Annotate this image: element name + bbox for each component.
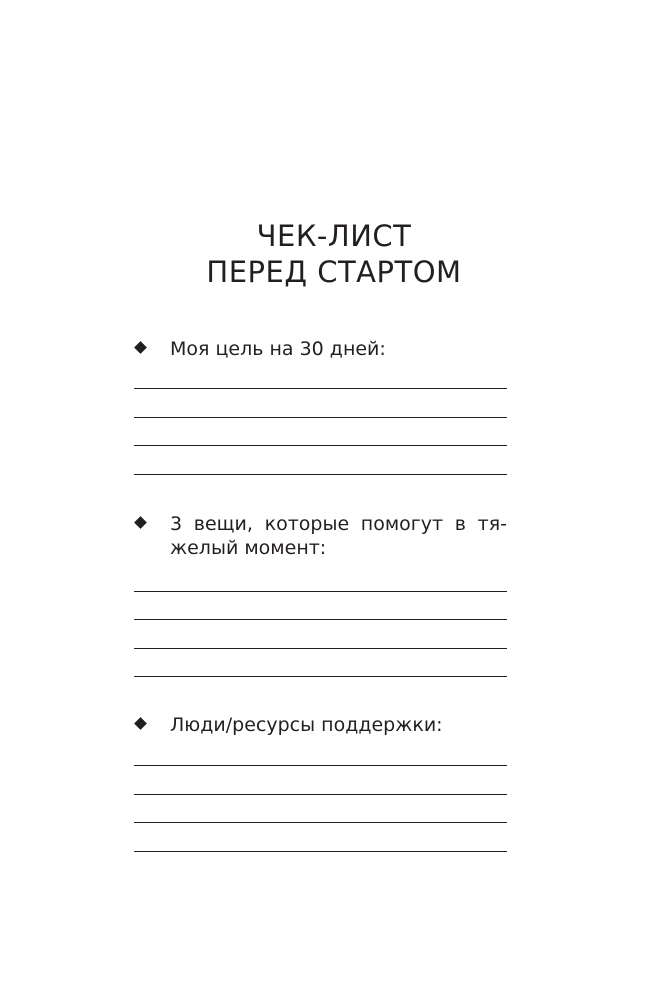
write-line[interactable]	[134, 417, 507, 418]
write-line[interactable]	[134, 591, 507, 592]
write-line[interactable]	[134, 851, 507, 852]
write-line[interactable]	[134, 676, 507, 677]
write-line[interactable]	[134, 648, 507, 649]
diamond-bullet-icon	[134, 341, 147, 354]
checklist-item-label: Моя цель на 30 дней:	[170, 338, 386, 360]
write-line[interactable]	[134, 388, 507, 389]
diamond-bullet-icon	[134, 717, 147, 730]
write-line[interactable]	[134, 474, 507, 475]
write-line[interactable]	[134, 794, 507, 795]
checklist-item-support	[134, 713, 507, 737]
page-title	[0, 218, 668, 290]
write-line[interactable]	[134, 765, 507, 766]
page-title-line-1: ЧЕК-ЛИСТ	[256, 219, 412, 253]
diamond-bullet-icon	[134, 516, 147, 529]
page-title-line-2: ПЕРЕД СТАРТОМ	[206, 255, 462, 289]
checklist-item-goal	[134, 337, 507, 361]
write-line[interactable]	[134, 445, 507, 446]
write-line[interactable]	[134, 822, 507, 823]
checklist-item-label: Люди/ресурсы поддержки:	[170, 714, 443, 736]
checklist-section-goal	[134, 337, 507, 482]
write-line[interactable]	[134, 619, 507, 620]
checklist-section-helpers	[134, 512, 507, 682]
checklist-item-label-line-2: желый момент:	[170, 537, 327, 559]
checklist-item-label-line-1: 3 вещи, которые помогут в тя-	[170, 513, 507, 535]
checklist-section-support	[134, 713, 507, 858]
checklist-item-helpers	[134, 512, 507, 560]
